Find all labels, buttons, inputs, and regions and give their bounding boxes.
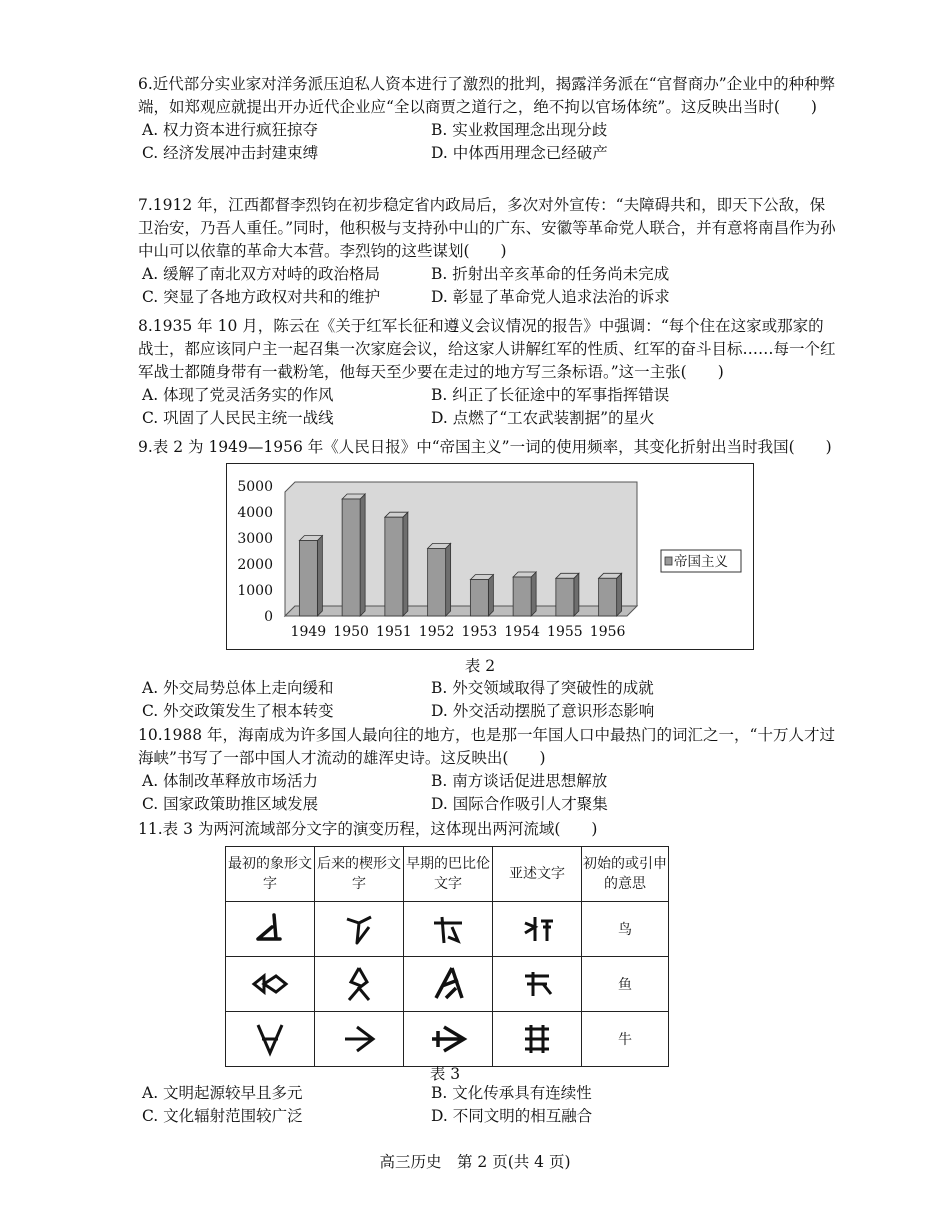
option-a: A. 体制改革释放市场活力 <box>142 772 319 790</box>
bird-pictograph-icon <box>250 909 290 949</box>
question-text: 1935 年 10 月，陈云在《关于红军长征和遵义会议情况的报告》中强调：“每个住在这家或那家的战士，都应该同户主一起召集一次家庭会议，给这家人讲解红军的性质、红军的奋斗目标……每一个红军战士都随身带有一截粉笔，他每天至少要在走过的地方写三条标语。”这一主张( ) <box>138 317 836 381</box>
bar-side <box>531 572 536 616</box>
option-d: D. 中体西用理念已经破产 <box>431 144 608 162</box>
ox-cuneiform-icon <box>339 1019 379 1059</box>
option-b: B. 折射出辛亥革命的任务尚未完成 <box>431 265 670 283</box>
y-tick-label: 3000 <box>237 531 273 547</box>
y-tick-label: 0 <box>264 609 273 625</box>
option-d: D. 彰显了革命党人追求法治的诉求 <box>431 288 670 306</box>
question-number: 7. <box>138 196 153 214</box>
option-c: C. 国家政策助推区域发展 <box>142 795 319 813</box>
bird-babylonian-icon <box>428 909 468 949</box>
question-stem <box>138 818 838 841</box>
question-text: 表 3 为两河流域部分文字的演变历程，这体现出两河流域( ) <box>162 820 598 838</box>
y-tick-label: 2000 <box>237 557 273 573</box>
y-tick-label: 4000 <box>237 505 273 521</box>
fish-pictograph-icon <box>250 964 290 1004</box>
option-b: B. 文化传承具有连续性 <box>431 1084 592 1102</box>
table-cell <box>493 902 582 957</box>
option-c: C. 巩固了人民民主统一战线 <box>142 409 334 427</box>
bar-side <box>574 573 579 616</box>
option-c: C. 文化辐射范围较广泛 <box>142 1107 303 1125</box>
option-c: C. 突显了各地方政权对共和的维护 <box>142 288 381 306</box>
bird-cuneiform-icon <box>339 909 379 949</box>
x-tick-label: 1956 <box>589 624 626 640</box>
bar-side <box>617 573 622 616</box>
table-header: 亚述文字 <box>493 847 582 902</box>
option-a: A. 缓解了南北双方对峙的政治格局 <box>142 265 381 283</box>
question-text: 近代部分实业家对洋务派压迫私人资本进行了激烈的批判，揭露洋务派在“官督商办”企业中的种种弊端，如郑观应就提出开办近代企业应“全以商贾之道行之，绝不拘以官场体统”。这反映出当时( ) <box>138 75 836 116</box>
table-cell-meaning: 鸟 <box>582 902 669 957</box>
option-d: D. 点燃了“工农武装割据”的星火 <box>431 409 655 427</box>
option-a: A. 体现了党灵活务实的作风 <box>142 386 334 404</box>
table-cell <box>404 1012 493 1067</box>
option-list <box>138 1082 838 1128</box>
option-list <box>138 263 838 309</box>
option-b: B. 实业救国理念出现分歧 <box>431 121 608 139</box>
chart-caption: 表 2 <box>464 657 496 675</box>
option-a: A. 文明起源较早且多元 <box>142 1084 303 1102</box>
table-header: 早期的巴比伦文字 <box>404 847 493 902</box>
bar <box>470 580 488 616</box>
question-number: 10. <box>138 726 163 744</box>
table-cell-meaning: 鱼 <box>582 957 669 1012</box>
chart-floor <box>285 606 637 616</box>
option-list <box>138 770 838 816</box>
option-d: D. 外交活动摆脱了意识形态影响 <box>431 702 655 720</box>
fish-babylonian-icon <box>428 964 468 1004</box>
question-text: 表 2 为 1949—1956 年《人民日报》中“帝国主义”一词的使用频率，其变化折射出当时我国( ) <box>152 438 832 456</box>
legend-label: 帝国主义 <box>674 554 728 570</box>
question-10 <box>138 724 838 816</box>
bar <box>428 548 446 616</box>
bar-side <box>488 575 493 616</box>
option-d: D. 不同文明的相互融合 <box>431 1107 593 1125</box>
table-row <box>226 1012 669 1067</box>
bar-side <box>360 494 365 616</box>
table-cell <box>493 957 582 1012</box>
question-stem <box>138 194 838 263</box>
question-9-options <box>138 677 838 723</box>
table-cell <box>315 957 404 1012</box>
table-cell <box>226 1012 315 1067</box>
bird-assyrian-icon <box>517 909 557 949</box>
option-list <box>138 119 838 165</box>
bar-chart <box>226 463 754 650</box>
fish-assyrian-icon <box>517 964 557 1004</box>
x-tick-label: 1955 <box>547 624 583 640</box>
bar <box>342 499 360 616</box>
bar-side <box>446 543 451 616</box>
question-number: 8. <box>138 317 153 335</box>
table-cell <box>226 957 315 1012</box>
chart-canvas <box>227 464 753 649</box>
option-a: A. 外交局势总体上走向缓和 <box>142 679 334 697</box>
question-8 <box>138 315 838 430</box>
legend-swatch <box>665 557 672 565</box>
question-number: 9. <box>138 438 153 456</box>
table-cell <box>493 1012 582 1067</box>
question-stem <box>138 315 838 384</box>
option-c: C. 外交政策发生了根本转变 <box>142 702 334 720</box>
table-header: 初始的或引申的意思 <box>582 847 669 902</box>
y-tick-label: 1000 <box>237 583 273 599</box>
table-cell <box>226 902 315 957</box>
table-header: 后来的楔形文字 <box>315 847 404 902</box>
table-cell-meaning: 牛 <box>582 1012 669 1067</box>
table-caption: 表 3 <box>429 1065 461 1083</box>
x-tick-label: 1953 <box>461 624 498 640</box>
fish-cuneiform-icon <box>339 964 379 1004</box>
script-evolution-table <box>225 846 669 1067</box>
question-7 <box>138 194 838 309</box>
x-tick-label: 1954 <box>504 624 540 640</box>
bar <box>513 577 531 616</box>
question-text: 1988 年，海南成为许多国人最向往的地方，也是那一年国人口中最热门的词汇之一，“十万人才过海峡”书写了一部中国人才流动的雄浑史诗。这反映出( ) <box>138 726 835 767</box>
option-list <box>138 384 838 430</box>
bar-side <box>403 512 408 616</box>
question-number: 6. <box>138 75 153 93</box>
table-cell <box>404 902 493 957</box>
table-row <box>226 957 669 1012</box>
table-cell <box>315 902 404 957</box>
bar <box>385 517 403 616</box>
question-stem <box>138 436 838 459</box>
table-header: 最初的象形文字 <box>226 847 315 902</box>
bar-side <box>317 536 322 616</box>
chart-back-wall <box>285 482 637 616</box>
page-footer: 高三历史 第 2 页(共 4 页) <box>379 1153 571 1171</box>
ox-pictograph-icon <box>250 1019 290 1059</box>
bar <box>299 541 317 616</box>
option-list <box>138 677 838 723</box>
option-b: B. 南方谈话促进思想解放 <box>431 772 608 790</box>
bar <box>556 578 574 616</box>
question-9 <box>138 436 838 459</box>
y-tick-label: 5000 <box>237 479 273 495</box>
bar <box>599 578 617 616</box>
option-d: D. 国际合作吸引人才聚集 <box>431 795 608 813</box>
question-11-options <box>138 1082 838 1128</box>
question-11 <box>138 818 838 841</box>
option-c: C. 经济发展冲击封建束缚 <box>142 144 319 162</box>
option-a: A. 权力资本进行疯狂掠夺 <box>142 121 319 139</box>
option-b: B. 纠正了长征途中的军事指挥错误 <box>431 386 670 404</box>
question-number: 11. <box>138 820 163 838</box>
table-cell <box>404 957 493 1012</box>
table-header-row <box>226 847 669 902</box>
x-tick-label: 1950 <box>333 624 369 640</box>
question-text: 1912 年，江西都督李烈钧在初步稳定省内政局后，多次对外宣传：“夫障碍共和，即天下公敌，保卫治安，乃吾人重任。”同时，他积极与支持孙中山的广东、安徽等革命党人联合，并有意将南昌作为孙中山可以依靠的革命大本营。李烈钧的这些谋划( ) <box>138 196 836 260</box>
ox-assyrian-icon <box>517 1019 557 1059</box>
table-row <box>226 902 669 957</box>
option-b: B. 外交领域取得了突破性的成就 <box>431 679 654 697</box>
ox-babylonian-icon <box>428 1019 468 1059</box>
question-stem <box>138 724 838 770</box>
x-tick-label: 1949 <box>290 624 327 640</box>
x-tick-label: 1951 <box>376 624 412 640</box>
x-tick-label: 1952 <box>418 624 455 640</box>
table-cell <box>315 1012 404 1067</box>
question-stem <box>138 73 838 119</box>
question-6 <box>138 73 838 165</box>
